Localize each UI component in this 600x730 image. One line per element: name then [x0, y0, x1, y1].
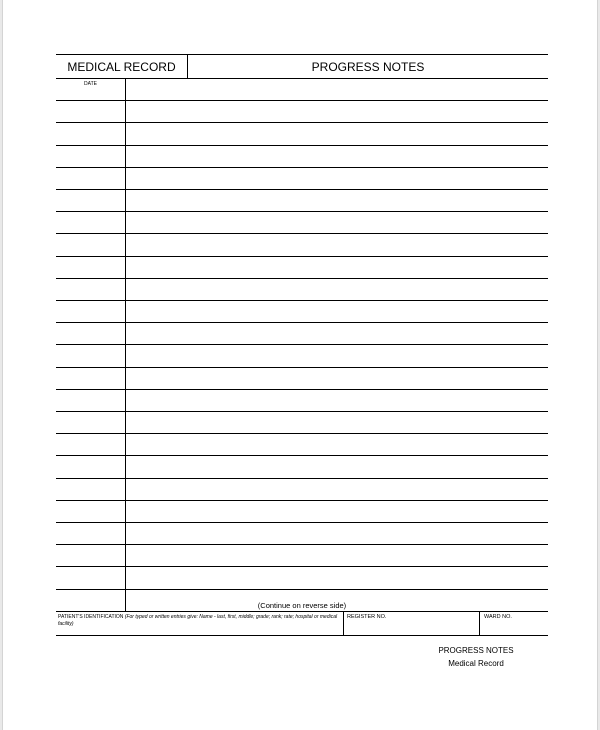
note-line[interactable] [56, 455, 548, 456]
progress-notes-title: PROGRESS NOTES [311, 60, 425, 74]
note-line[interactable] [56, 589, 548, 590]
note-line[interactable] [56, 500, 548, 501]
note-line[interactable] [56, 278, 548, 279]
register-no-field[interactable] [344, 612, 480, 635]
date-column-label: DATE [84, 81, 97, 87]
note-line[interactable] [56, 211, 548, 212]
note-line[interactable] [56, 433, 548, 434]
note-line[interactable] [56, 100, 548, 101]
note-line[interactable] [56, 522, 548, 523]
note-line[interactable] [56, 145, 548, 146]
bottom-form-title: PROGRESS NOTES [438, 646, 514, 655]
register-no-label: REGISTER NO. [347, 614, 387, 620]
note-line[interactable] [56, 544, 548, 545]
note-line[interactable] [56, 389, 548, 390]
note-line[interactable] [56, 478, 548, 479]
note-line[interactable] [56, 122, 548, 123]
patient-identification-field[interactable] [56, 612, 344, 635]
patient-id-label: PATIENT'S IDENTIFICATION [58, 614, 124, 620]
date-column-divider [125, 79, 126, 611]
medical-record-title: MEDICAL RECORD [56, 55, 188, 78]
ward-no-label: WARD NO. [484, 614, 512, 620]
note-line[interactable] [56, 256, 548, 257]
note-line[interactable] [56, 411, 548, 412]
progress-notes-form [56, 54, 548, 636]
form-footer [56, 611, 548, 636]
note-line[interactable] [56, 233, 548, 234]
note-line[interactable] [56, 322, 548, 323]
note-line[interactable] [56, 566, 548, 567]
notes-table [56, 79, 548, 611]
document-page [2, 0, 598, 730]
continue-note: (Continue on reverse side) [257, 601, 347, 610]
note-line[interactable] [56, 189, 548, 190]
bottom-form-subtitle: Medical Record [448, 659, 504, 668]
note-line[interactable] [56, 167, 548, 168]
ward-no-field[interactable] [480, 612, 548, 635]
note-line[interactable] [56, 367, 548, 368]
note-line[interactable] [56, 344, 548, 345]
patient-id-instructions: (For typed or written entries give: Name - last, first, middle; grade; rank; rate; hospital or medical facility) [58, 614, 338, 627]
form-header [56, 54, 548, 79]
note-line[interactable] [56, 300, 548, 301]
